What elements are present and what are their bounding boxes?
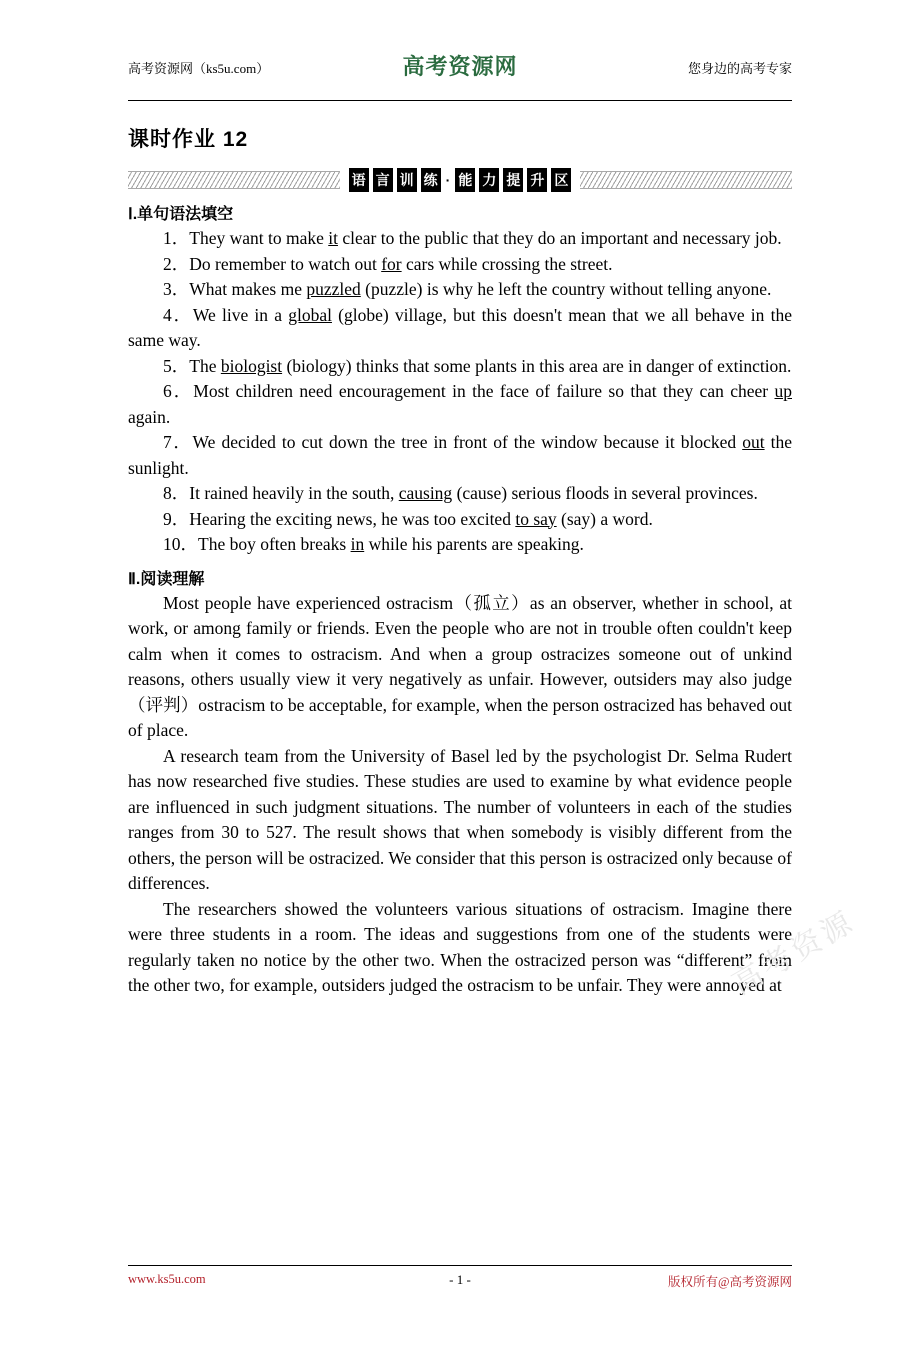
banner-char-6: 力	[479, 168, 499, 192]
page-title: 课时作业 12	[128, 128, 249, 151]
banner-char-7: 提	[503, 168, 523, 192]
header-site-label: 高考资源网（ks5u.com）	[128, 61, 270, 76]
header-logo-text: 高考资源网	[402, 54, 518, 79]
banner-hatch-right	[580, 171, 792, 189]
banner-char-5: 能	[455, 168, 475, 192]
section-heading-1: Ⅰ.单句语法填空	[128, 206, 234, 223]
footer-copyright: 版权所有@高考资源网	[667, 1275, 792, 1289]
banner-char-1: 语	[349, 168, 369, 192]
exercise-item: 6．Most children need encouragement in the face of failure so that they can cheer up again.	[128, 381, 792, 427]
footer-url: www.ks5u.com	[128, 1272, 206, 1286]
banner-char-9: 区	[551, 168, 571, 192]
banner-hatch-left	[128, 171, 340, 189]
banner-char-8: 升	[527, 168, 547, 192]
exercise-item: 10．The boy often breaks in while his parents are speaking.	[163, 534, 584, 554]
exercise-item: 9．Hearing the exciting news, he was too excited to say (say) a word.	[163, 508, 653, 529]
banner-char-2: 言	[373, 168, 393, 192]
document-content	[128, 201, 792, 999]
banner-separator: ·	[445, 172, 451, 188]
exercise-item: 2．Do remember to watch out for cars while crossing the street.	[163, 253, 613, 274]
section-banner	[128, 167, 792, 193]
reading-paragraph: The researchers showed the volunteers various situations of ostracism. Imagine there were three students in a room. The ideas and suggestions from one of the students were regularly taken no notice by the other two. When the ostracized person was “different” from the other two, for example, outsiders judged the ostracism to be unfair. They were annoyed at	[128, 898, 792, 995]
exercise-item: 8．It rained heavily in the south, causing (cause) serious floods in several provinces.	[163, 483, 758, 503]
document-page	[0, 48, 920, 1350]
exercise-item: 7．We decided to cut down the tree in front of the window because it blocked out the sunlight.	[128, 432, 792, 478]
page-footer	[128, 1265, 792, 1292]
page-number: - 1 -	[449, 1272, 471, 1287]
banner-label	[340, 168, 581, 192]
watermark-text: 高考资源	[726, 904, 861, 1002]
banner-char-3: 训	[397, 168, 417, 192]
section-heading-2: Ⅱ.阅读理解	[128, 570, 205, 588]
exercise-item: 3．What makes me puzzled (puzzle) is why he left the country without telling anyone.	[163, 279, 772, 299]
page-header	[128, 48, 792, 101]
header-slogan: 您身边的高考专家	[687, 61, 792, 76]
exercise-item: 5．The biologist (biology) thinks that some plants in this area are in danger of extinction.	[163, 355, 792, 376]
banner-char-4: 练	[421, 168, 441, 192]
reading-paragraph: A research team from the University of Basel led by the psychologist Dr. Selma Rudert has now researched five studies. These studies are used to examine by what evidence people are influenced in such judgment situations. The number of volunteers in each of the studies ranges from 30 to 527. The result shows that when somebody is visibly different from the others, the person will be ostracized. We consider that this person is ostracized only because of differences.	[128, 745, 792, 893]
exercise-item: 1．They want to make it clear to the public that they do an important and necessary job.	[163, 228, 782, 248]
reading-paragraph: Most people have experienced ostracism（孤立）as an observer, whether in school, at work, or among family or friends. Even the people who are not in trouble often couldn't keep calm when it comes to ostracism. And when a group ostracizes someone out of unkind reasons, others usually view it very negatively as unfair. However, outsiders may also judge（评判）ostracism to be acceptable, for example, when the person ostracized has behaved out of place.	[128, 592, 792, 740]
exercise-item: 4．We live in a global (globe) village, but this doesn't mean that we all behave in the same way.	[128, 304, 792, 350]
